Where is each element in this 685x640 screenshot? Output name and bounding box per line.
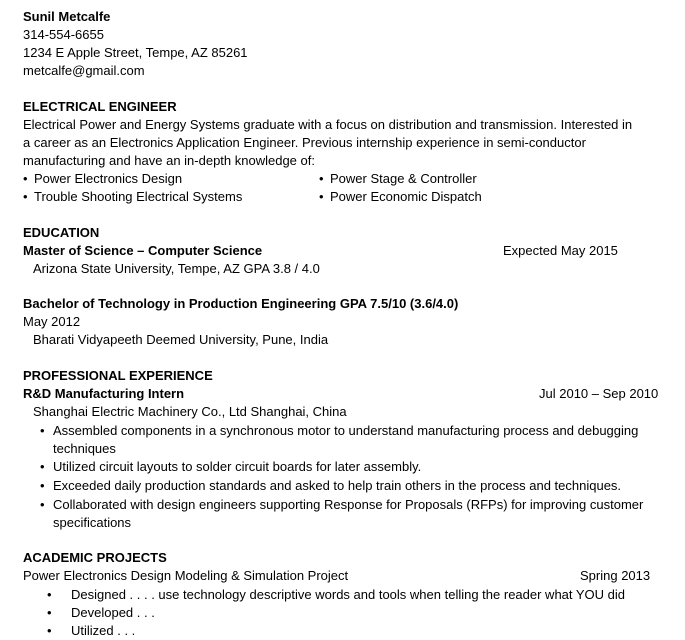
list-item <box>40 477 621 495</box>
skill-item <box>319 170 477 188</box>
list-item-text: Developed . . . <box>71 605 155 620</box>
list-item-continuation: techniques <box>53 441 116 456</box>
experience-heading: PROFESSIONAL EXPERIENCE <box>23 368 213 383</box>
school-info: Arizona State University, Tempe, AZ GPA 3.8 / 4.0 <box>33 261 320 276</box>
list-item-continuation: specifications <box>53 515 132 530</box>
job-title: R&D Manufacturing Intern <box>23 386 185 401</box>
degree-date: May 2012 <box>23 314 81 329</box>
bullet-icon: • <box>40 423 45 438</box>
job-dates: Jul 2010 – Sep 2010 <box>539 386 659 401</box>
skill-label: Power Stage & Controller <box>330 171 477 186</box>
school-info: Bharati Vidyapeeth Deemed University, Pune, India <box>33 332 329 347</box>
skill-label: Power Electronics Design <box>34 171 183 186</box>
list-item-text: Assembled components in a synchronous motor to understand manufacturing process and debugging <box>53 423 639 438</box>
project-date: Spring 2013 <box>580 568 651 583</box>
email-address: metcalfe@gmail.com <box>23 63 145 78</box>
list-item <box>47 586 625 604</box>
education-heading: EDUCATION <box>23 225 100 240</box>
degree-title: Bachelor of Technology in Production Engineering GPA 7.5/10 (3.6/4.0) <box>23 296 459 311</box>
list-item <box>47 622 135 640</box>
skill-label: Power Economic Dispatch <box>330 189 482 204</box>
skill-item <box>23 170 182 188</box>
skill-label: Trouble Shooting Electrical Systems <box>34 189 243 204</box>
phone-number: 314-554-6655 <box>23 27 104 42</box>
list-item-text: Collaborated with design engineers supporting Response for Proposals (RFPs) for improving customer <box>53 497 644 512</box>
bullet-icon: • <box>319 189 324 204</box>
candidate-name: Sunil Metcalfe <box>23 9 111 24</box>
objective-line: a career as an Electronics Application Engineer. Previous internship experience in semi-conductor <box>23 135 586 150</box>
bullet-icon: • <box>23 189 28 204</box>
list-item-text: Designed . . . . use technology descriptive words and tools when telling the reader what YOU did <box>71 587 626 602</box>
list-item-text: Utilized . . . <box>71 623 136 638</box>
list-item <box>40 458 421 476</box>
bullet-icon: • <box>47 623 52 638</box>
objective-line: manufacturing and have an in-depth knowledge of: <box>23 153 315 168</box>
skill-item <box>23 188 242 206</box>
bullet-icon: • <box>23 171 28 186</box>
degree-date: Expected May 2015 <box>503 243 618 258</box>
list-item <box>47 604 155 622</box>
bullet-icon: • <box>47 605 52 620</box>
bullet-icon: • <box>319 171 324 186</box>
bullet-icon: • <box>40 497 45 512</box>
company-info: Shanghai Electric Machinery Co., Ltd Shanghai, China <box>33 404 347 419</box>
bullet-icon: • <box>40 459 45 474</box>
list-item <box>40 422 638 440</box>
project-title: Power Electronics Design Modeling & Simulation Project <box>23 568 349 583</box>
list-item-text: Exceeded daily production standards and asked to help train others in the process and techniques. <box>53 478 622 493</box>
objective-line: Electrical Power and Energy Systems graduate with a focus on distribution and transmission. Interested in <box>23 117 633 132</box>
skill-item <box>319 188 482 206</box>
list-item <box>40 496 643 514</box>
bullet-icon: • <box>47 587 52 602</box>
objective-heading: ELECTRICAL ENGINEER <box>23 99 177 114</box>
bullet-icon: • <box>40 478 45 493</box>
projects-heading: ACADEMIC PROJECTS <box>23 550 167 565</box>
degree-title: Master of Science – Computer Science <box>23 243 263 258</box>
list-item-text: Utilized circuit layouts to solder circuit boards for later assembly. <box>53 459 422 474</box>
street-address: 1234 E Apple Street, Tempe, AZ 85261 <box>23 45 248 60</box>
